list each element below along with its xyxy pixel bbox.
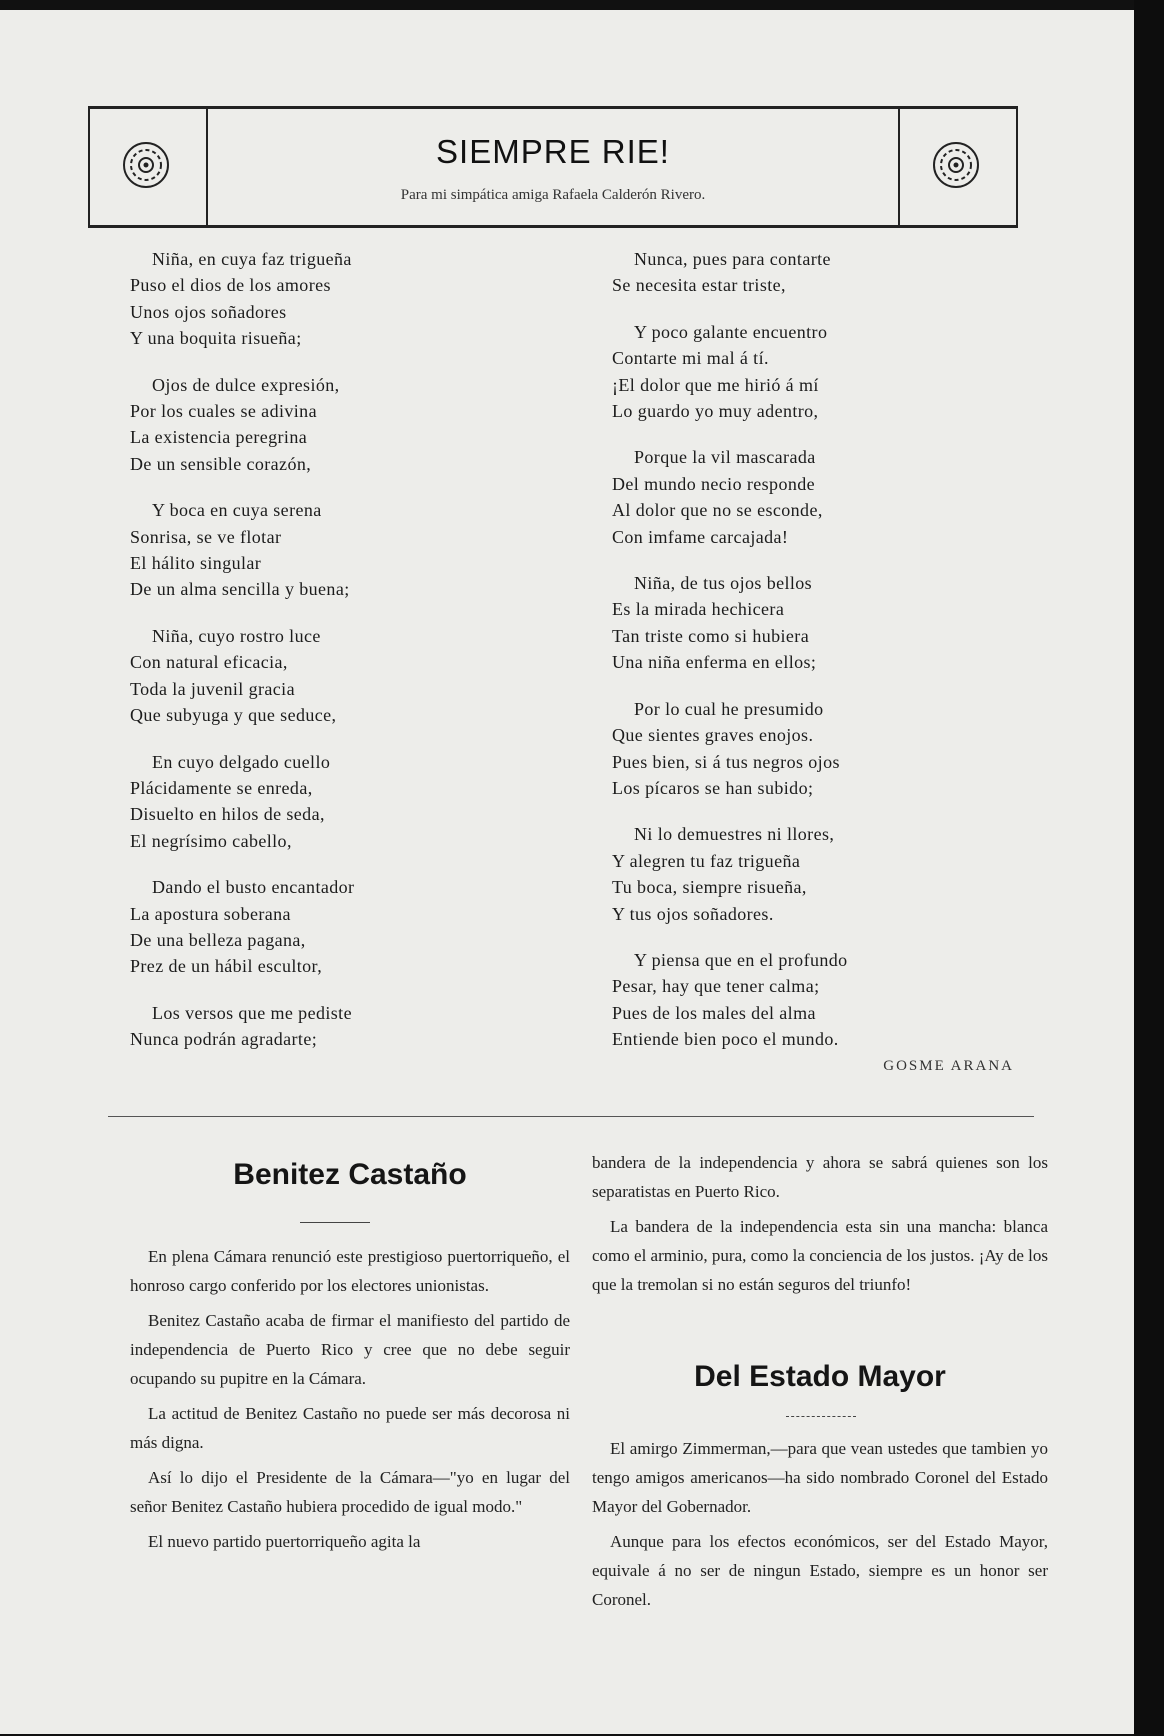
article-paragraph: El nuevo partido puertorriqueño agita la [148, 1532, 421, 1551]
poem-stanza [612, 947, 1012, 1053]
poem-line: De un sensible corazón, [130, 453, 312, 474]
article-benitez-continuation [592, 1148, 1048, 1305]
poem-line: Tan triste como si hubiera [612, 625, 810, 646]
article-paragraph: La bandera de la independencia esta sin una mancha: blanca como el arminio, pura, como la conciencia de los justos. ¡Ay de los que la tremolan si no están seguros del triunfo! [592, 1217, 1048, 1294]
flower-ornament-icon [120, 139, 172, 191]
article-paragraph: Benitez Castaño acaba de firmar el manifiesto del partido de independencia de Puerto Rico y cree que no debe seguir ocupando su pupitre en la Cámara. [130, 1311, 570, 1388]
article-paragraph: Aunque para los efectos económicos, ser del Estado Mayor, equivale á no ser de ningun Estado, siempre es un honor ser Coronel. [592, 1532, 1048, 1609]
title-rule [300, 1222, 370, 1223]
poem-stanza [612, 319, 1012, 425]
poem-line: Puso el dios de los amores [130, 275, 331, 296]
poem-header [88, 106, 1018, 228]
poem-line: Por lo cual he presumido [634, 698, 824, 719]
scan-edge [1134, 0, 1164, 1736]
poem-line: Lo guardo yo muy adentro, [612, 401, 819, 422]
poem-stanza [612, 696, 1012, 802]
article-title-benitez: Benitez Castaño [233, 1158, 467, 1191]
poem-line: Prez de un hábil escultor, [130, 956, 323, 977]
poem-line: Y poco galante encuentro [634, 321, 828, 342]
poem-line: Que sientes graves enojos. [612, 725, 814, 746]
poem-line: Y alegren tu faz trigueña [612, 850, 801, 871]
poem-line: Los pícaros se han subido; [612, 777, 814, 798]
poem-line: La existencia peregrina [130, 427, 308, 448]
poem-line: Niña, en cuya faz trigueña [152, 249, 352, 269]
poem-line: Tu boca, siempre risueña, [612, 877, 807, 898]
poem-right-column [612, 246, 1012, 1073]
poem-stanza [130, 623, 570, 729]
poem-line: Por los cuales se adivina [130, 401, 317, 422]
poem-line: Al dolor que no se esconde, [612, 500, 823, 521]
poem-dedication: Para mi simpática amiga Rafaela Calderón Rivero. [400, 187, 706, 203]
poem-line: Unos ojos soñadores [130, 301, 287, 322]
poem-stanza [612, 570, 1012, 676]
newspaper-page [0, 10, 1134, 1734]
poem-line: Disuelto en hilos de seda, [130, 804, 325, 825]
poem-line: Porque la vil mascarada [634, 447, 816, 468]
article-paragraph: En plena Cámara renunció este prestigioso puertorriqueño, el honroso cargo conferido por los electores unionistas. [130, 1247, 570, 1295]
poem-line: Y tus ojos soñadores. [612, 903, 774, 924]
poem-line: Y una boquita risueña; [130, 328, 302, 349]
title-rule [786, 1416, 856, 1417]
poem-line: Con natural eficacia, [130, 652, 288, 673]
poem-stanza [130, 372, 570, 478]
poem-stanza [130, 749, 570, 855]
poem-line: ¡El dolor que me hirió á mí [612, 374, 819, 395]
poem-line: Sonrisa, se ve flotar [130, 526, 282, 547]
poem-line: La apostura soberana [130, 903, 291, 924]
poem-line: Nunca podrán agradarte; [130, 1029, 318, 1050]
poem-line: Pesar, hay que tener calma; [612, 976, 820, 997]
header-ornament-left [90, 109, 208, 225]
poem-line: Dando el busto encantador [152, 877, 355, 898]
article-title-estado-mayor: Del Estado Mayor [694, 1360, 946, 1393]
poem-stanza [130, 1000, 570, 1053]
poem-title: SIEMPRE RIE! [436, 133, 670, 170]
poem-author: GOSME ARANA [883, 1058, 1014, 1074]
article-paragraph: El amirgo Zimmerman,—para que vean ustedes que tambien yo tengo amigos americanos—ha sido nombrado Coronel del Estado Mayor del Gobernador. [592, 1439, 1048, 1516]
header-ornament-right [898, 109, 1016, 225]
article-benitez-body [130, 1242, 570, 1562]
poem-line: Con imfame carcajada! [612, 526, 789, 547]
poem-line: Ojos de dulce expresión, [152, 374, 340, 395]
poem-line: En cuyo delgado cuello [152, 751, 331, 772]
poem-left-column [130, 246, 570, 1073]
poem-line: El negrísimo cabello, [130, 830, 292, 851]
poem-stanza [612, 821, 1012, 927]
poem-stanza [130, 246, 570, 352]
poem-line: El hálito singular [130, 553, 262, 574]
poem-stanza [612, 246, 1012, 299]
poem-line: De una belleza pagana, [130, 929, 306, 950]
poem-line: Se necesita estar triste, [612, 275, 786, 296]
poem-stanza [130, 874, 570, 980]
poem-line: Pues bien, si á tus negros ojos [612, 751, 840, 772]
article-paragraph: Así lo dijo el Presidente de la Cámara—"yo en lugar del señor Benitez Castaño hubiera procedido de igual modo." [130, 1468, 570, 1516]
poem-line: Plácidamente se enreda, [130, 777, 313, 798]
flower-ornament-icon [930, 139, 982, 191]
poem-line: Y boca en cuya serena [152, 500, 322, 521]
poem-line: Niña, de tus ojos bellos [634, 573, 813, 594]
poem-line: Entiende bien poco el mundo. [612, 1029, 839, 1050]
section-divider [108, 1116, 1034, 1117]
poem-line: Y piensa que en el profundo [634, 949, 848, 970]
poem-line: Nunca, pues para contarte [634, 249, 831, 269]
poem-line: Niña, cuyo rostro luce [152, 625, 321, 646]
article-estado-mayor-body [592, 1434, 1048, 1620]
poem-line: Toda la juvenil gracia [130, 678, 295, 699]
poem-line: Una niña enferma en ellos; [612, 652, 817, 673]
article-paragraph: bandera de la independencia y ahora se sabrá quienes son los separatistas en Puerto Rico. [592, 1153, 1048, 1201]
poem-line: Ni lo demuestres ni llores, [634, 824, 835, 845]
poem-line: Pues de los males del alma [612, 1002, 816, 1023]
poem-line: Que subyuga y que seduce, [130, 705, 337, 726]
poem-line: Contarte mi mal á tí. [612, 348, 769, 369]
poem-line: Es la mirada hechicera [612, 599, 785, 620]
poem-stanza [612, 444, 1012, 550]
poem-stanza [130, 497, 570, 603]
article-paragraph: La actitud de Benitez Castaño no puede ser más decorosa ni más digna. [130, 1404, 570, 1452]
poem-line: Del mundo necio responde [612, 473, 816, 494]
poem-line: Los versos que me pediste [152, 1002, 352, 1023]
poem-line: De un alma sencilla y buena; [130, 579, 350, 600]
